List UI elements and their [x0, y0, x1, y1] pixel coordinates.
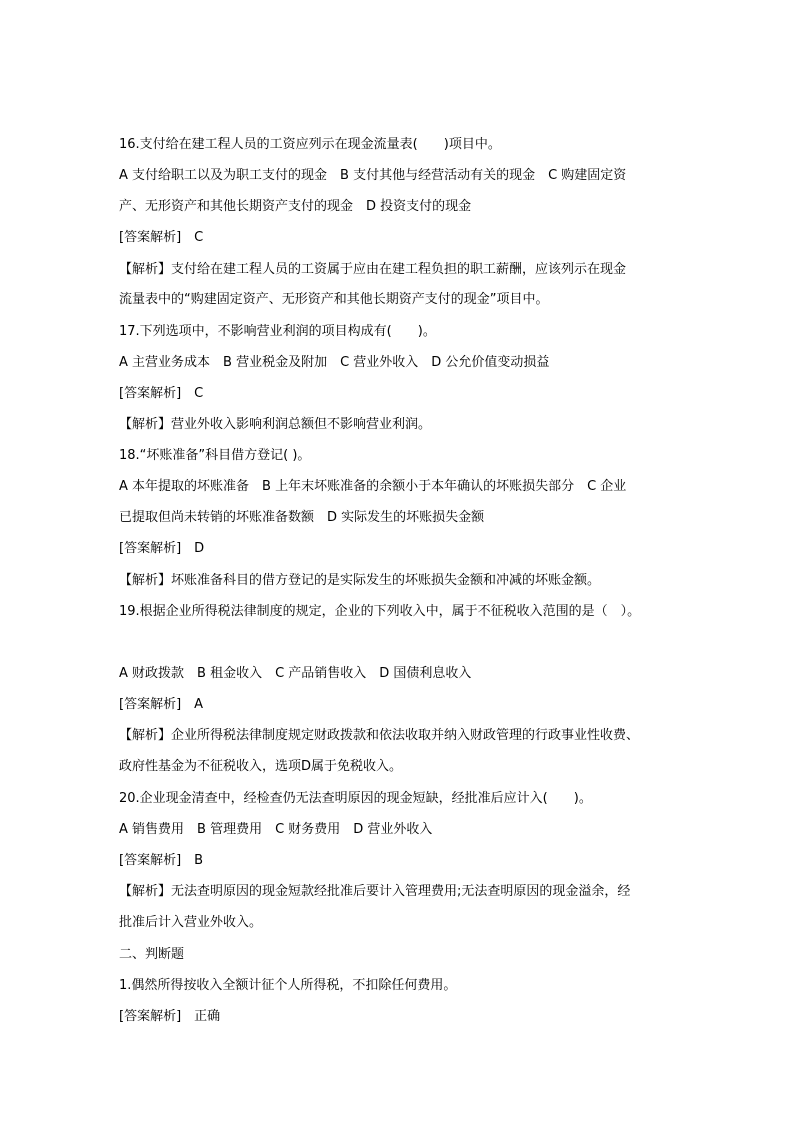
question-16-options: A 支付给职工以及为职工支付的现金 B 支付其他与经营活动有关的现金 C 购建固定资 [119, 168, 627, 183]
question-17-options: A 主营业务成本 B 营业税金及附加 C 营业外收入 D 公允价值变动损益 [119, 355, 550, 370]
question-17-answer: [答案解析] C [119, 386, 204, 401]
question-19-explanation: 【解析】企业所得税法律制度规定财政拨款和依法收取并纳入财政管理的行政事业性收费、 [119, 728, 640, 743]
question-18-stem: 18.“坏账准备”科目借方登记( )。 [119, 448, 311, 463]
question-19-options: A 财政拨款 B 租金收入 C 产品销售收入 D 国债利息收入 [119, 666, 472, 681]
question-19-stem: 19.根据企业所得税法律制度的规定，企业的下列收入中，属于不征税收入范围的是（ ）。 [119, 604, 641, 619]
question-20-options: A 销售费用 B 管理费用 C 财务费用 D 营业外收入 [119, 822, 433, 837]
question-18-answer: [答案解析] D [119, 541, 205, 556]
judgment-1-answer: [答案解析] 正确 [119, 1009, 221, 1024]
question-18-options: A 本年提取的坏账准备 B 上年末坏账准备的余额小于本年确认的坏账损失部分 C 企业 [119, 479, 627, 494]
question-18-options-cont: 已提取但尚未转销的坏账准备数额 D 实际发生的坏账损失金额 [119, 510, 485, 525]
question-16-explanation: 【解析】支付给在建工程人员的工资属于应由在建工程负担的职工薪酬，应该列示在现金 [119, 262, 627, 277]
question-20-stem: 20.企业现金清查中，经检查仍无法查明原因的现金短缺，经批准后应计入( )。 [119, 791, 592, 806]
judgment-1-stem: 1.偶然所得按收入全额计征个人所得税，不扣除任何费用。 [119, 978, 457, 993]
question-20-explanation-cont: 批准后计入营业外收入。 [119, 915, 263, 930]
question-16-options-cont: 产、无形资产和其他长期资产支付的现金 D 投资支付的现金 [119, 199, 472, 214]
question-18-explanation: 【解析】坏账准备科目的借方登记的是实际发生的坏账损失金额和冲减的坏账金额。 [119, 573, 601, 588]
section-heading-judgment: 二、判断题 [119, 947, 185, 962]
question-16-answer: [答案解析] C [119, 230, 204, 245]
question-16-explanation-cont: 流量表中的“购建固定资产、无形资产和其他长期资产支付的现金”项目中。 [119, 292, 549, 307]
question-20-answer: [答案解析] B [119, 853, 204, 868]
question-20-explanation: 【解析】无法查明原因的现金短款经批准后要计入管理费用;无法查明原因的现金溢余，经 [119, 884, 631, 899]
question-19-answer: [答案解析] A [119, 697, 204, 712]
question-17-stem: 17.下列选项中，不影响营业利润的项目构成有( )。 [119, 324, 436, 339]
question-17-explanation: 【解析】营业外收入影响利润总额但不影响营业利润。 [119, 417, 432, 432]
question-19-explanation-cont: 政府性基金为不征税收入，选项D属于免税收入。 [119, 759, 403, 774]
question-16-stem: 16.支付给在建工程人员的工资应列示在现金流量表( )项目中。 [119, 137, 501, 152]
